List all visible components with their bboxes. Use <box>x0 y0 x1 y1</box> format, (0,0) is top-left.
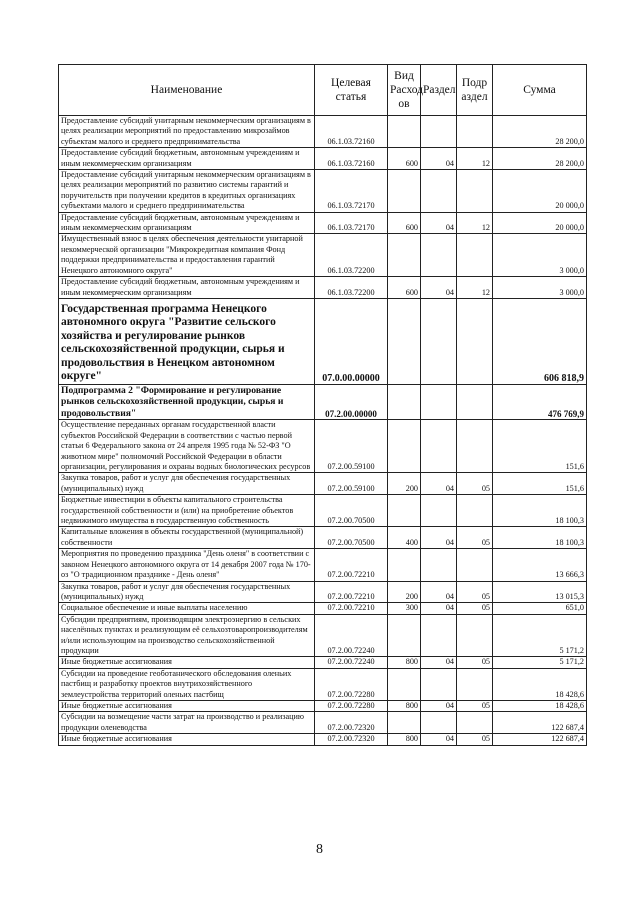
cell-target: 06.1.03.72160 <box>315 148 388 170</box>
cell-target: 07.2.00.59100 <box>315 473 388 495</box>
page-number: 8 <box>316 842 323 857</box>
cell-vid <box>388 234 421 277</box>
cell-podrazdel <box>457 668 493 700</box>
cell-target: 07.2.00.72320 <box>315 712 388 734</box>
cell-vid <box>388 495 421 527</box>
table-row <box>59 549 587 581</box>
cell-razdel: 04 <box>421 277 457 299</box>
cell-podrazdel: 05 <box>457 700 493 711</box>
cell-name: Субсидии на проведение геоботанического обследования оленьих пастбищ и разработку проектов внутрихозяйственного землеустройства территорий оленьих пастбищ <box>59 668 315 700</box>
cell-name: Предоставление субсидий унитарным некоммерческим организациям в целях реализации мероприятий по предоставлению микрозаймов субъектам малого и среднего предпринимательства <box>59 116 315 148</box>
budget-table <box>58 64 587 746</box>
table-row <box>59 116 587 148</box>
cell-razdel <box>421 116 457 148</box>
cell-podrazdel <box>457 384 493 420</box>
cell-razdel: 04 <box>421 603 457 614</box>
cell-summa: 651,0 <box>493 603 587 614</box>
cell-summa: 5 171,2 <box>493 614 587 657</box>
table-row <box>59 298 587 384</box>
cell-summa: 476 769,9 <box>493 384 587 420</box>
cell-name: Бюджетные инвестиции в объекты капитального строительства государственной собственности и (или) на приобретение объектов недвижимого имущества в государственную собственность <box>59 495 315 527</box>
cell-razdel: 04 <box>421 473 457 495</box>
cell-summa: 13 015,3 <box>493 581 587 603</box>
cell-podrazdel <box>457 298 493 384</box>
cell-podrazdel: 12 <box>457 212 493 234</box>
cell-vid: 400 <box>388 527 421 549</box>
cell-podrazdel <box>457 234 493 277</box>
cell-podrazdel: 05 <box>457 734 493 745</box>
cell-name: Субсидии предприятиям, производящим электроэнергию в сельских населённых пунктах и реализующим её сельхозтоваропроизводителям и/или использующим на производство сельскохозяйственной продукции <box>59 614 315 657</box>
cell-target: 06.1.03.72170 <box>315 170 388 213</box>
cell-name: Осуществление переданных органам государственной власти субъектов Российской Федерации в соответствии с частью первой статьи 6 Федерального закона от 24 апреля 1995 года № 52-ФЗ "О животном мире" полномочий Российской Федерации в области организации, регулирования и охраны водных биологических ресурсов <box>59 420 315 473</box>
cell-razdel: 04 <box>421 700 457 711</box>
cell-razdel: 04 <box>421 527 457 549</box>
cell-summa: 122 687,4 <box>493 734 587 745</box>
cell-summa: 151,6 <box>493 473 587 495</box>
cell-summa: 606 818,9 <box>493 298 587 384</box>
cell-razdel: 04 <box>421 148 457 170</box>
table-row <box>59 657 587 668</box>
cell-podrazdel: 05 <box>457 657 493 668</box>
cell-name: Капитальные вложения в объекты государственной (муниципальной) собственности <box>59 527 315 549</box>
cell-target: 07.2.00.00000 <box>315 384 388 420</box>
table-body <box>59 116 587 746</box>
table-row <box>59 148 587 170</box>
cell-name: Иные бюджетные ассигнования <box>59 657 315 668</box>
cell-vid <box>388 549 421 581</box>
cell-name: Государственная программа Ненецкого автономного округа "Развитие сельского хозяйства и регулирование рынков сельскохозяйственной продукции, сырья и продовольствия в Ненецком автономном округе" <box>59 298 315 384</box>
cell-podrazdel <box>457 712 493 734</box>
cell-summa: 20 000,0 <box>493 170 587 213</box>
cell-name: Предоставление субсидий бюджетным, автономным учреждениям и иным некоммерческим организациям <box>59 277 315 299</box>
cell-podrazdel: 05 <box>457 603 493 614</box>
cell-razdel <box>421 298 457 384</box>
cell-name: Предоставление субсидий унитарным некоммерческим организациям в целях реализации мероприятий по развитию системы гарантий и поручительств при получении кредитов в кредитных организациях субъектами малого и среднего предпринимательства <box>59 170 315 213</box>
cell-target: 06.1.03.72170 <box>315 212 388 234</box>
cell-razdel <box>421 170 457 213</box>
cell-summa: 28 200,0 <box>493 116 587 148</box>
cell-target: 07.2.00.72320 <box>315 734 388 745</box>
cell-vid: 200 <box>388 473 421 495</box>
cell-vid <box>388 712 421 734</box>
table-row <box>59 384 587 420</box>
cell-razdel <box>421 549 457 581</box>
cell-summa: 151,6 <box>493 420 587 473</box>
table-row <box>59 170 587 213</box>
cell-vid: 800 <box>388 734 421 745</box>
cell-podrazdel <box>457 420 493 473</box>
cell-target: 07.2.00.70500 <box>315 527 388 549</box>
cell-summa: 3 000,0 <box>493 234 587 277</box>
cell-razdel <box>421 495 457 527</box>
cell-summa: 3 000,0 <box>493 277 587 299</box>
cell-target: 06.1.03.72200 <box>315 234 388 277</box>
cell-vid <box>388 170 421 213</box>
cell-name: Иные бюджетные ассигнования <box>59 734 315 745</box>
table-row <box>59 712 587 734</box>
cell-razdel <box>421 614 457 657</box>
cell-razdel <box>421 384 457 420</box>
cell-vid: 800 <box>388 657 421 668</box>
header-name: Наименование <box>59 65 315 116</box>
cell-name: Социальное обеспечение и иные выплаты населению <box>59 603 315 614</box>
header-razdel: Раздел <box>421 65 457 116</box>
cell-name: Закупка товаров, работ и услуг для обеспечения государственных (муниципальных) нужд <box>59 581 315 603</box>
cell-name: Предоставление субсидий бюджетным, автономным учреждениям и иным некоммерческим организациям <box>59 148 315 170</box>
cell-name: Субсидии на возмещение части затрат на производство и реализацию продукции оленеводства <box>59 712 315 734</box>
table-row <box>59 473 587 495</box>
cell-vid <box>388 420 421 473</box>
cell-podrazdel <box>457 549 493 581</box>
table-row <box>59 234 587 277</box>
cell-summa: 20 000,0 <box>493 212 587 234</box>
cell-vid: 600 <box>388 212 421 234</box>
cell-podrazdel <box>457 495 493 527</box>
cell-name: Мероприятия по проведению праздника "День оленя" в соответствии с законом Ненецкого автономного округа от 14 декабря 2007 года № 170-оз "О традиционном празднике - День оленя" <box>59 549 315 581</box>
table-row <box>59 603 587 614</box>
cell-target: 07.2.00.72210 <box>315 549 388 581</box>
cell-vid: 600 <box>388 277 421 299</box>
cell-name: Имущественный взнос в целях обеспечения деятельности унитарной некоммерческой организации "Микрокредитная компания Фонд поддержки предпринимательства и предоставления гарантий Ненецкого автономного округа" <box>59 234 315 277</box>
cell-summa: 28 200,0 <box>493 148 587 170</box>
cell-target: 07.2.00.72210 <box>315 581 388 603</box>
cell-summa: 18 100,3 <box>493 527 587 549</box>
cell-target: 07.2.00.72280 <box>315 668 388 700</box>
cell-vid <box>388 614 421 657</box>
cell-summa: 122 687,4 <box>493 712 587 734</box>
cell-summa: 18 428,6 <box>493 668 587 700</box>
cell-vid: 600 <box>388 148 421 170</box>
cell-razdel: 04 <box>421 581 457 603</box>
cell-podrazdel: 12 <box>457 148 493 170</box>
cell-name: Подпрограмма 2 "Формирование и регулирование рынков сельскохозяйственной продукции, сырья и продовольствия" <box>59 384 315 420</box>
cell-vid: 200 <box>388 581 421 603</box>
table-row <box>59 700 587 711</box>
cell-podrazdel: 05 <box>457 473 493 495</box>
cell-razdel <box>421 420 457 473</box>
cell-razdel <box>421 234 457 277</box>
cell-razdel <box>421 712 457 734</box>
cell-target: 07.2.00.72240 <box>315 614 388 657</box>
header-podrazdel: Подр аздел <box>457 65 493 116</box>
cell-vid: 800 <box>388 700 421 711</box>
cell-name: Предоставление субсидий бюджетным, автономным учреждениям и иным некоммерческим организациям <box>59 212 315 234</box>
cell-summa: 18 428,6 <box>493 700 587 711</box>
cell-podrazdel: 12 <box>457 277 493 299</box>
cell-razdel: 04 <box>421 212 457 234</box>
cell-name: Закупка товаров, работ и услуг для обеспечения государственных (муниципальных) нужд <box>59 473 315 495</box>
cell-vid <box>388 384 421 420</box>
cell-podrazdel <box>457 614 493 657</box>
cell-summa: 13 666,3 <box>493 549 587 581</box>
cell-razdel <box>421 668 457 700</box>
cell-target: 06.1.03.72200 <box>315 277 388 299</box>
cell-target: 07.2.00.72210 <box>315 603 388 614</box>
table-header-row <box>59 65 587 116</box>
cell-summa: 18 100,3 <box>493 495 587 527</box>
cell-razdel: 04 <box>421 657 457 668</box>
cell-vid <box>388 298 421 384</box>
cell-name: Иные бюджетные ассигнования <box>59 700 315 711</box>
cell-podrazdel <box>457 116 493 148</box>
cell-vid: 300 <box>388 603 421 614</box>
table-row <box>59 668 587 700</box>
cell-vid <box>388 116 421 148</box>
table-row <box>59 614 587 657</box>
cell-target: 07.0.00.00000 <box>315 298 388 384</box>
cell-razdel: 04 <box>421 734 457 745</box>
cell-vid <box>388 668 421 700</box>
cell-podrazdel: 05 <box>457 581 493 603</box>
cell-target: 07.2.00.70500 <box>315 495 388 527</box>
cell-summa: 5 171,2 <box>493 657 587 668</box>
header-vid: Вид Расход ов <box>388 65 421 116</box>
table-row <box>59 420 587 473</box>
cell-podrazdel <box>457 170 493 213</box>
cell-target: 07.2.00.72240 <box>315 657 388 668</box>
header-summa: Сумма <box>493 65 587 116</box>
cell-target: 07.2.00.72280 <box>315 700 388 711</box>
budget-page <box>58 64 586 746</box>
table-row <box>59 212 587 234</box>
cell-target: 07.2.00.59100 <box>315 420 388 473</box>
cell-target: 06.1.03.72160 <box>315 116 388 148</box>
table-row <box>59 277 587 299</box>
table-row <box>59 495 587 527</box>
table-row <box>59 734 587 745</box>
header-target: Целевая статья <box>315 65 388 116</box>
table-row <box>59 581 587 603</box>
cell-podrazdel: 05 <box>457 527 493 549</box>
table-row <box>59 527 587 549</box>
